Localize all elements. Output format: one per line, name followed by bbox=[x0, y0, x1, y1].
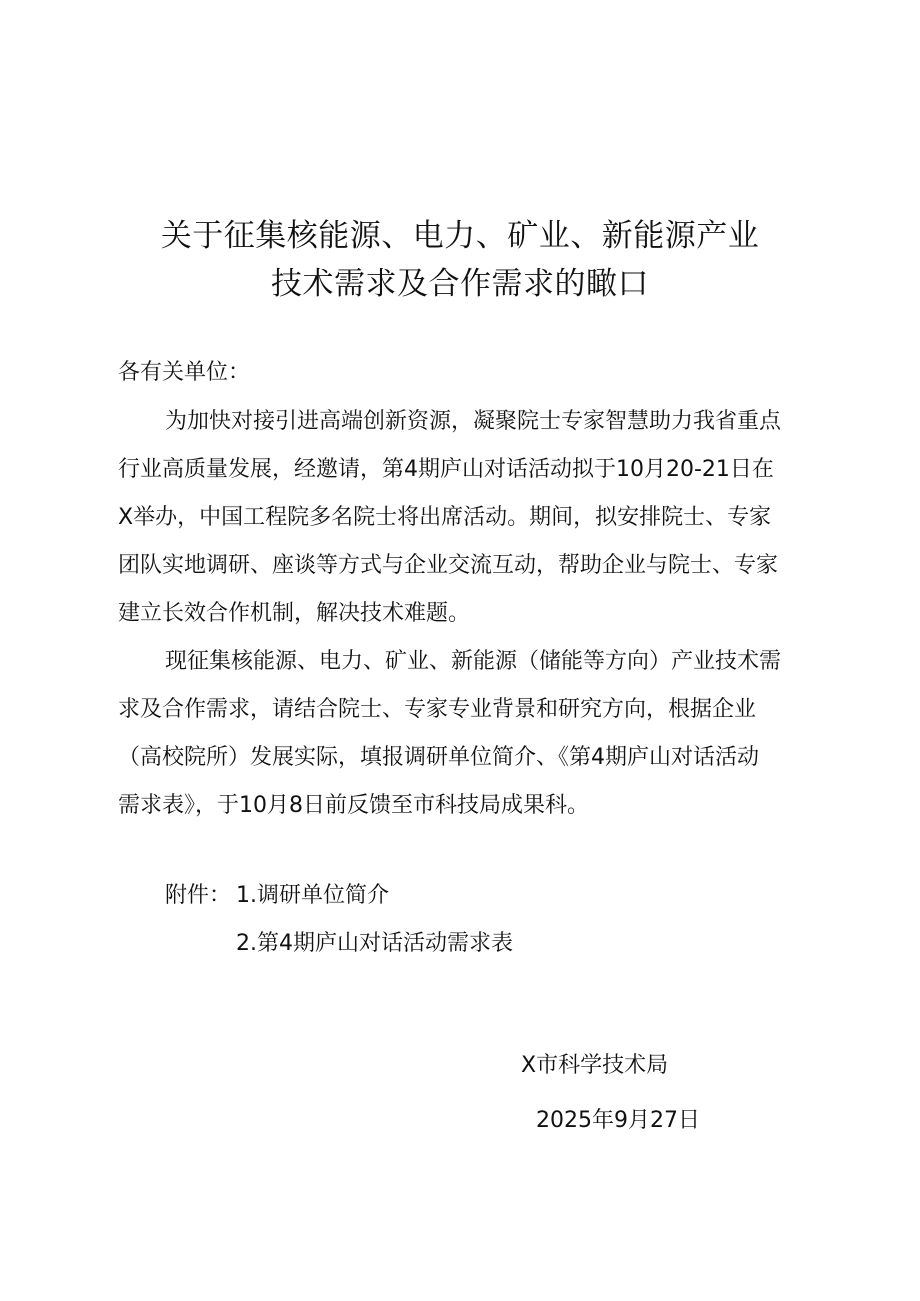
paragraph-1-line: 建立长效合作机制，解决技术难题。 bbox=[118, 601, 471, 626]
paragraph-2-line: 需求表》，于10月8日前反馈至市科技局成果科。 bbox=[118, 793, 589, 818]
title-line-1: 关于征集核能源、电力、矿业、新能源产业 bbox=[160, 218, 760, 254]
signature-date: 2025年9月27日 bbox=[536, 1108, 700, 1133]
salutation: 各有关单位： bbox=[118, 360, 251, 385]
paragraph-1-line: 团队实地调研、座谈等方式与企业交流互动，帮助企业与院士、专家 bbox=[118, 553, 779, 578]
paragraph-2-line: （高校院所）发展实际，填报调研单位简介、《第4期庐山对话活动 bbox=[118, 745, 759, 770]
signature-organization: X市科学技术局 bbox=[521, 1053, 669, 1078]
document-title bbox=[0, 212, 920, 308]
paragraph-1-line: 行业高质量发展，经邀请，第4期庐山对话活动拟于10月20-21日在 bbox=[118, 457, 774, 482]
paragraph-1-line: X举办，中国工程院多名院士将出席活动。期间，拟安排院士、专家 bbox=[118, 505, 772, 530]
attachments-label: 附件： bbox=[165, 883, 232, 908]
paragraph-2-line: 求及合作需求，请结合院士、专家专业背景和研究方向，根据企业 bbox=[118, 697, 757, 722]
attachment-item: 2.第4期庐山对话活动需求表 bbox=[236, 931, 513, 956]
paragraph-1-line: 为加快对接引进高端创新资源，凝聚院士专家智慧助力我省重点 bbox=[165, 409, 782, 434]
attachment-item: 1.调研单位简介 bbox=[236, 883, 389, 908]
paragraph-2-line: 现征集核能源、电力、矿业、新能源（储能等方向）产业技术需 bbox=[165, 649, 782, 674]
title-line-2: 技术需求及合作需求的瞰口 bbox=[271, 266, 649, 302]
